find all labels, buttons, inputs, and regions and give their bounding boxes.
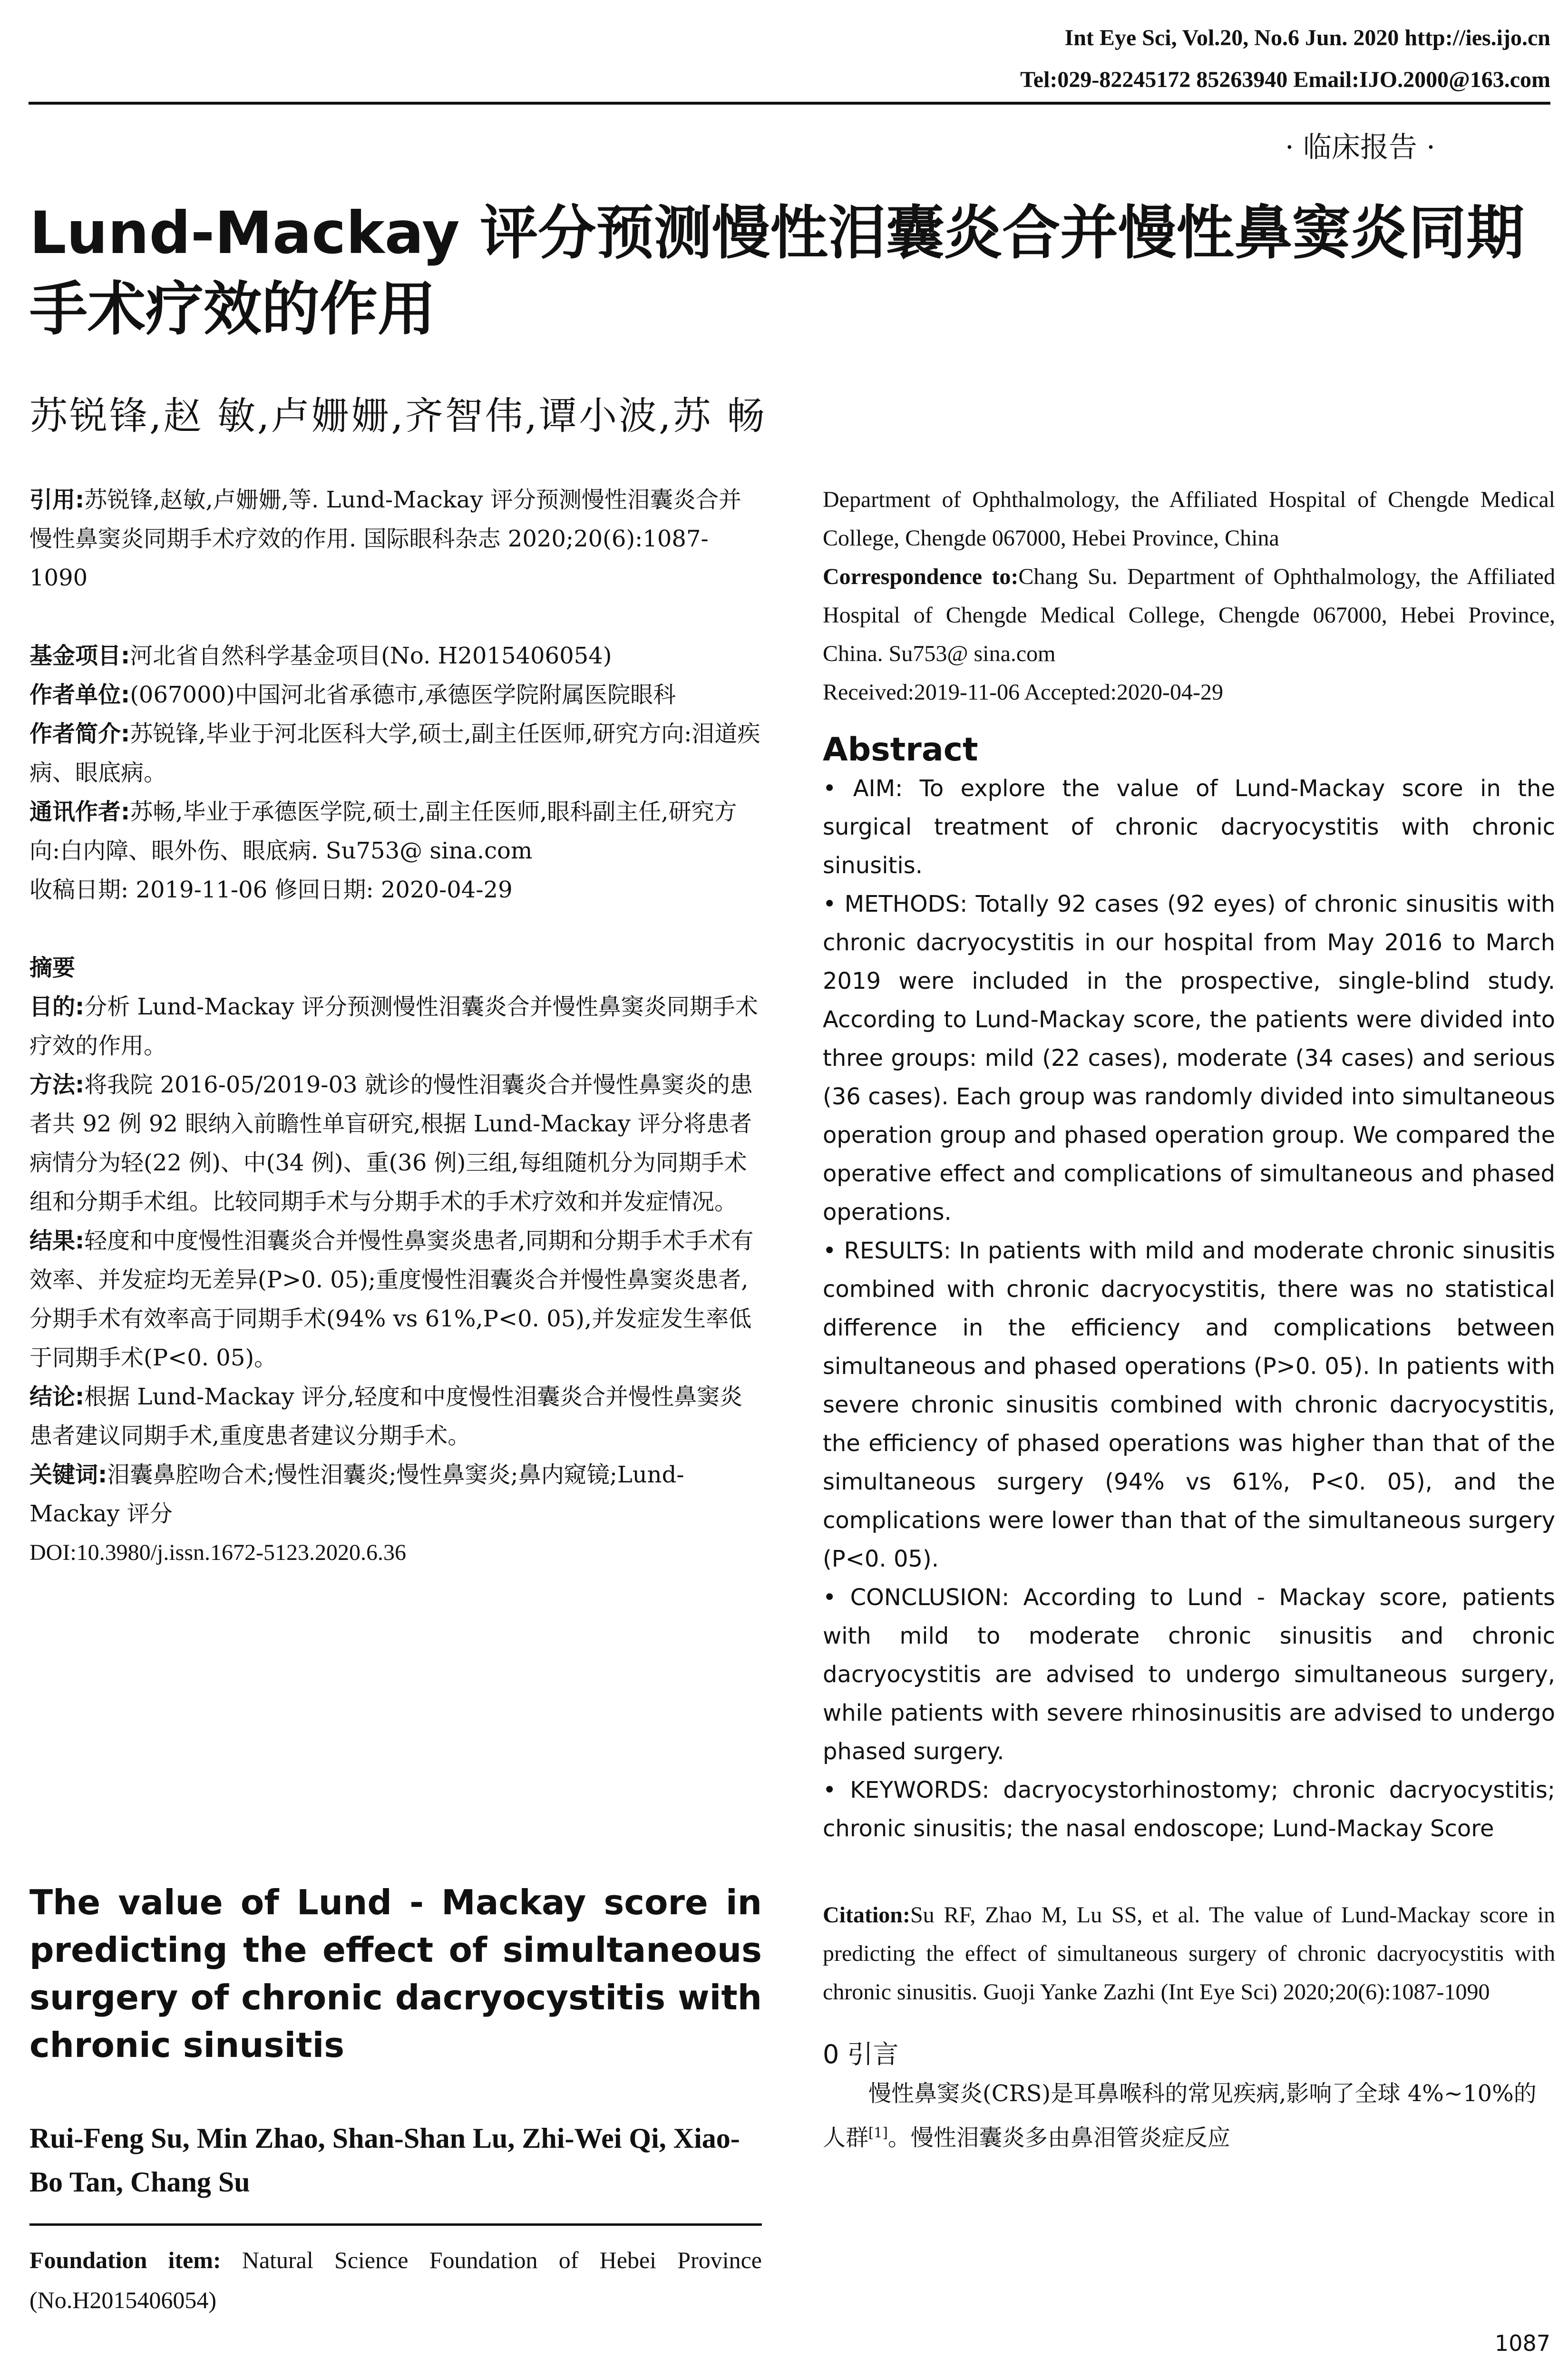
bio-item bbox=[29, 714, 762, 792]
conclusion-label: 结论: bbox=[29, 1383, 85, 1410]
results-en: • RESULTS: In patients with mild and moderate chronic sinusitis combined with chronic dacryocystitis, there was no statistical difference in the efficiency and complications between simultaneous and phased operations (P>0. 05). In patients with severe chronic sinusitis combined with chronic dacryocystitis, the efficiency of phased operations was higher than that of the simultaneous surgery (94% vs 61%, P<0. 05), and the complications were lower than that of the simultaneous surgery (P<0. 05). bbox=[823, 1237, 1555, 1572]
fund-text: 河北省自然科学基金项目(No. H2015406054) bbox=[130, 643, 612, 669]
journal-header-line2: Tel:029-82245172 85263940 Email:IJO.2000@163.com bbox=[1020, 67, 1550, 92]
conclusion-en: • CONCLUSION: According to Lund - Mackay score, patients with mild to moderate chronic sinusitis and chronic dacryocystitis are advised to undergo simultaneous surgery, while patients with severe rhinosinusitis are advised to undergo phased surgery. bbox=[823, 1584, 1555, 1765]
english-authors: Rui-Feng Su, Min Zhao, Shan-Shan Lu, Zhi-Wei Qi, Xiao-Bo Tan, Chang Su bbox=[29, 2123, 740, 2198]
corr-item bbox=[29, 792, 762, 870]
header-rule bbox=[29, 102, 1550, 105]
fund-label: 基金项目: bbox=[29, 643, 130, 669]
conclusion-text: 根据 Lund-Mackay 评分,轻度和中度慢性泪囊炎合并慢性鼻窦炎患者建议同期手术,重度患者建议分期手术。 bbox=[29, 1383, 743, 1449]
author-list: 苏锐锋,赵 敏,卢姗姗,齐智伟,谭小波,苏 畅 bbox=[29, 394, 767, 438]
citation-label: 引用: bbox=[29, 487, 85, 513]
intro-heading: 0 引言 bbox=[823, 2039, 899, 2069]
foundation-label: Foundation item: bbox=[29, 2247, 221, 2273]
section-tag: · 临床报告 · bbox=[1285, 131, 1436, 164]
conclusion-cn bbox=[29, 1377, 762, 1455]
bio-label: 作者简介: bbox=[29, 721, 130, 747]
aim-text: 分析 Lund-Mackay 评分预测慢性泪囊炎合并慢性鼻窦炎同期手术疗效的作用。 bbox=[29, 994, 758, 1059]
correspondence bbox=[823, 557, 1555, 673]
department: Department of Ophthalmology, the Affiliated Hospital of Chengde Medical College, Chengde 067000, Hebei Province, China bbox=[823, 487, 1555, 551]
aim-en: • AIM: To explore the value of Lund-Mackay score in the surgical treatment of chronic dacryocystitis with chronic sinusitis. bbox=[823, 775, 1555, 879]
results-cn bbox=[29, 1221, 762, 1377]
unit-item bbox=[29, 675, 762, 714]
methods-label: 方法: bbox=[29, 1072, 85, 1098]
doi: DOI:10.3980/j.issn.1672-5123.2020.6.36 bbox=[29, 1540, 406, 1565]
aim-cn bbox=[29, 987, 762, 1065]
page-number: 1087 bbox=[1494, 2330, 1550, 2356]
reference-marker: [1] bbox=[868, 2124, 888, 2141]
keywords-en: • KEYWORDS: dacryocystorhinostomy; chronic dacryocystitis; chronic sinusitis; the nasal endoscope; Lund-Mackay Score bbox=[823, 1777, 1555, 1842]
corr-text: 苏畅,毕业于承德医学院,硕士,副主任医师,眼科副主任,研究方向:白内障、眼外伤、眼底病. Su753@ sina.com bbox=[29, 799, 737, 864]
correspondence-label: Correspondence to: bbox=[823, 564, 1019, 589]
paper-title: Lund-Mackay 评分预测慢性泪囊炎合并慢性鼻窦炎同期手术疗效的作用 bbox=[29, 199, 1525, 343]
fund-item bbox=[29, 636, 762, 675]
correspondence-text: Chang Su. Department of Ophthalmology, the Affiliated Hospital of Chengde Medical College, Chengde 067000, Hebei Province, China. Su753@ sina.com bbox=[823, 564, 1555, 666]
citation-cn bbox=[29, 480, 762, 597]
unit-text: (067000)中国河北省承德市,承德医学院附属医院眼科 bbox=[130, 682, 676, 708]
dates-cn: 收稿日期: 2019-11-06 修回日期: 2020-04-29 bbox=[29, 877, 513, 903]
methods-text: 将我院 2016-05/2019-03 就诊的慢性泪囊炎合并慢性鼻窦炎的患者共 92 例 92 眼纳入前瞻性单盲研究,根据 Lund-Mackay 评分将患者病情分为轻(22 例)、中(34 例)、重(36 例)三组,每组随机分为同期手术组和分期手术组。比较同期手术与分期手术的手术疗效和并发症情况。 bbox=[29, 1072, 753, 1215]
keywords-cn bbox=[29, 1455, 762, 1533]
left-column-rule bbox=[29, 2223, 762, 2226]
keywords-text: 泪囊鼻腔吻合术;慢性泪囊炎;慢性鼻窦炎;鼻内窥镜;Lund-Mackay 评分 bbox=[29, 1461, 684, 1527]
english-title: The value of Lund - Mackay score in predicting the effect of simultaneous surgery of chronic dacryocystitis with chronic sinusitis bbox=[29, 1882, 762, 2065]
bio-text: 苏锐锋,毕业于河北医科大学,硕士,副主任医师,研究方向:泪道疾病、眼底病。 bbox=[29, 721, 760, 786]
citation-en bbox=[823, 1896, 1555, 2011]
methods-en: • METHODS: Totally 92 cases (92 eyes) of chronic sinusitis with chronic dacryocystitis in our hospital from May 2016 to March 2019 were included in the prospective, single-blind study. According to Lund-Mackay score, the patients were divided into three groups: mild (22 cases), moderate (34 cases) and serious (36 cases). Each group was randomly divided into simultaneous operation group and phased operation group. We compared the operative effect and complications of simultaneous and phased operations. bbox=[823, 891, 1555, 1226]
intro-text: 慢性鼻窦炎(CRS)是耳鼻喉科的常见疾病,影响了全球 4%~10%的人群 bbox=[823, 2080, 1537, 2151]
foundation-item bbox=[29, 2240, 762, 2320]
corr-label: 通讯作者: bbox=[29, 799, 130, 825]
keywords-label: 关键词: bbox=[29, 1461, 107, 1488]
right-column bbox=[823, 480, 1555, 2157]
intro-paragraph bbox=[823, 2074, 1555, 2157]
citation-en-text: Su RF, Zhao M, Lu SS, et al. The value of Lund-Mackay score in predicting the effect of simultaneous surgery of chronic dacryocystitis with chronic sinusitis. Guoji Yanke Zazhi (Int Eye Sci) 2020;20(6):1087-1090 bbox=[823, 1902, 1555, 2005]
left-column bbox=[29, 480, 762, 1572]
abstract-cn-heading: 摘要 bbox=[29, 955, 76, 981]
methods-cn bbox=[29, 1065, 762, 1221]
citation-text: 苏锐锋,赵敏,卢姗姗,等. Lund-Mackay 评分预测慢性泪囊炎合并慢性鼻窦炎同期手术疗效的作用. 国际眼科杂志 2020;20(6):1087-1090 bbox=[29, 487, 741, 591]
citation-en-label: Citation: bbox=[823, 1902, 910, 1928]
unit-label: 作者单位: bbox=[29, 682, 130, 708]
intro-continuation: 。慢性泪囊炎多由鼻泪管炎症反应 bbox=[887, 2124, 1230, 2151]
abstract-en-heading: Abstract bbox=[823, 731, 978, 769]
results-label: 结果: bbox=[29, 1227, 85, 1254]
received-accepted: Received:2019-11-06 Accepted:2020-04-29 bbox=[823, 680, 1223, 705]
results-text: 轻度和中度慢性泪囊炎合并慢性鼻窦炎患者,同期和分期手术手术有效率、并发症均无差异(P>0. 05);重度慢性泪囊炎合并慢性鼻窦炎患者,分期手术有效率高于同期手术(94% vs 61%,P<0. 05),并发症发生率低于同期手术(P<0. 05)。 bbox=[29, 1227, 754, 1371]
foundation-text: Natural Science Foundation of Hebei Province (No.H2015406054) bbox=[29, 2247, 762, 2313]
journal-header-line1: Int Eye Sci, Vol.20, No.6 Jun. 2020 http://ies.ijo.cn bbox=[1064, 25, 1550, 50]
aim-label: 目的: bbox=[29, 994, 85, 1020]
